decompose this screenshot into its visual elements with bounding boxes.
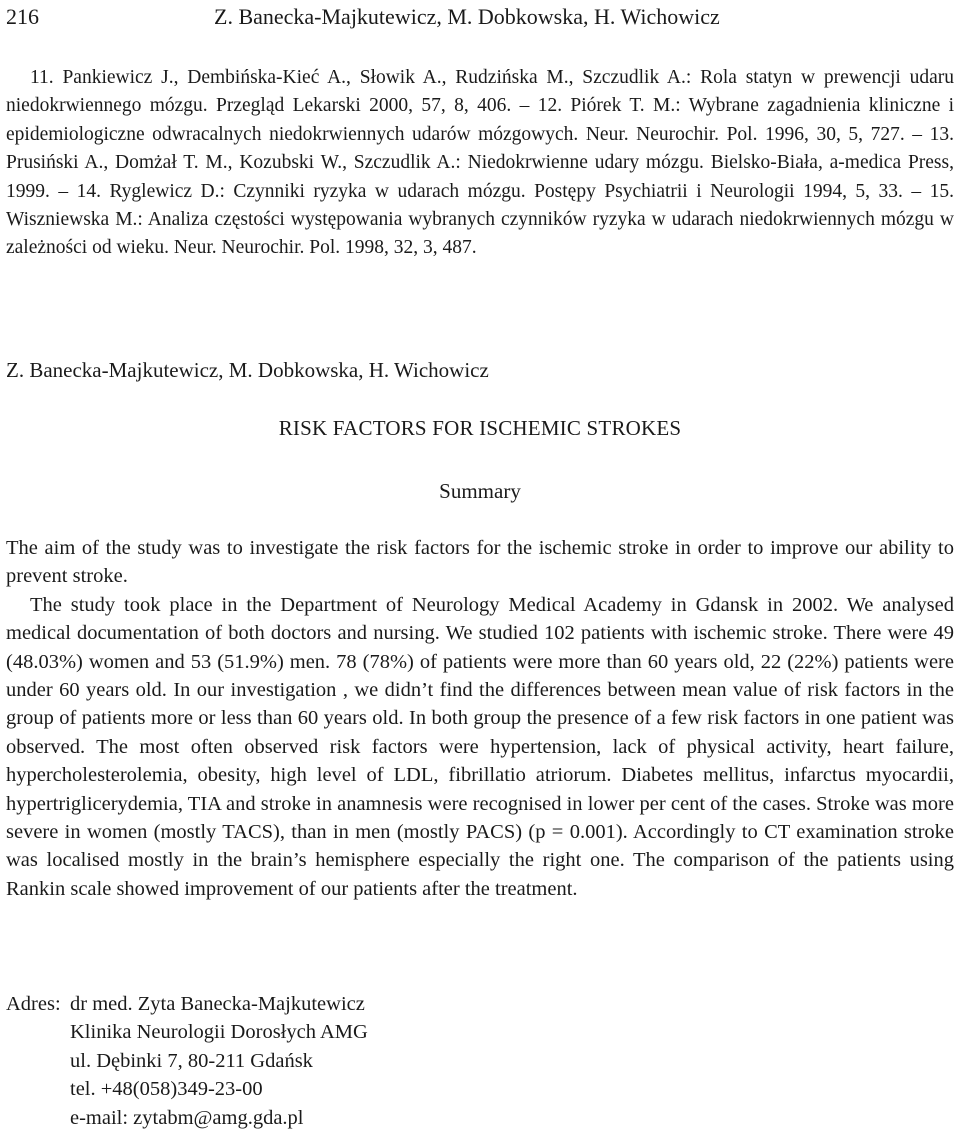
summary-body [6, 534, 954, 903]
address-institution: Klinika Neurologii Dorosłych AMG [70, 1021, 368, 1044]
summary-paragraph: The study took place in the Department of Neurology Medical Academy in Gdansk in 2002. We analysed medical documentation of both doctors and nursing. We studied 102 patients with ischemic stroke. There were 49 (48.03%) women and 53 (51.9%) men. 78 (78%) of patients were more than 60 years old, 22 (22%) patients were under 60 years old. In our investigation , we didn’t find the differences between mean value of risk factors in the group of patients more or less than 60 years old. In both group the presence of a few risk factors in one patient was observed. The most often observed risk factors were hypertension, lack of physical activity, heart failure, hypercholesterolemia, obesity, high level of LDL, fibrillatio atriorum. Diabetes mellitus, infarctus myocardii, hypertriglicerydemia, TIA and stroke in anamnesis were recognised in lower per cent of the cases. Stroke was more severe in women (mostly TACS), than in men (mostly PACS) (p = 0.001). Accordingly to CT examination stroke was localised mostly in the brain’s hemisphere especially the right one. The comparison of the patients using Rankin scale showed improvement of our patients after the treatment. [6, 593, 954, 900]
running-header [6, 2, 954, 32]
address-email: e-mail: zytabm@amg.gda.pl [70, 1106, 304, 1129]
address-phone: tel. +48(058)349-23-00 [70, 1078, 263, 1101]
summary-heading: Summary [439, 479, 521, 503]
correspondence-address [6, 990, 368, 1132]
reference-list: 11. Pankiewicz J., Dembińska-Kieć A., Słowik A., Rudzińska M., Szczudlik A.: Rola statyn w prewencji udaru niedokrwiennego mózgu. Przegląd Lekarski 2000, 57, 8, 406. – 12. Piórek T. M.: Wybrane zagadnienia kliniczne i epidemiologiczne odwracalnych niedokrwiennych udarów mózgowych. Neur. Neurochir. Pol. 1996, 30, 5, 727. – 13. Prusiński A., Domżał T. M., Kozubski W., Szczudlik A.: Niedokrwienne udary mózgu. Bielsko-Biała, a-medica Press, 1999. – 14. Ryglewicz D.: Czynniki ryzyka w udarach mózgu. Postępy Psychiatrii i Neurologii 1994, 5, 33. – 15. Wiszniewska M.: Analiza częstości występowania wybranych czynników ryzyka w udarach niedokrwiennych mózgu w zależności od wieku. Neur. Neurochir. Pol. 1998, 32, 3, 487. [6, 67, 954, 259]
address-name: dr med. Zyta Banecka-Majkutewicz [70, 993, 365, 1015]
address-line [6, 1018, 368, 1046]
address-street: ul. Dębinki 7, 80-211 Gdańsk [70, 1049, 313, 1072]
address-line [6, 990, 368, 1018]
page-number: 216 [6, 4, 39, 29]
article-title: RISK FACTORS FOR ISCHEMIC STROKES [278, 416, 682, 440]
summary-paragraph: The aim of the study was to investigate the risk factors for the ischemic stroke in order to improve our ability to prevent stroke. [6, 537, 954, 588]
address-line [6, 1047, 368, 1075]
article-authors: Z. Banecka-Majkutewicz, M. Dobkowska, H. Wichowicz [6, 358, 489, 382]
address-label: Adres: [6, 993, 61, 1015]
address-line [6, 1104, 368, 1132]
address-line [6, 1075, 368, 1103]
running-header-authors: Z. Banecka-Majkutewicz, M. Dobkowska, H. Wichowicz [214, 4, 720, 29]
